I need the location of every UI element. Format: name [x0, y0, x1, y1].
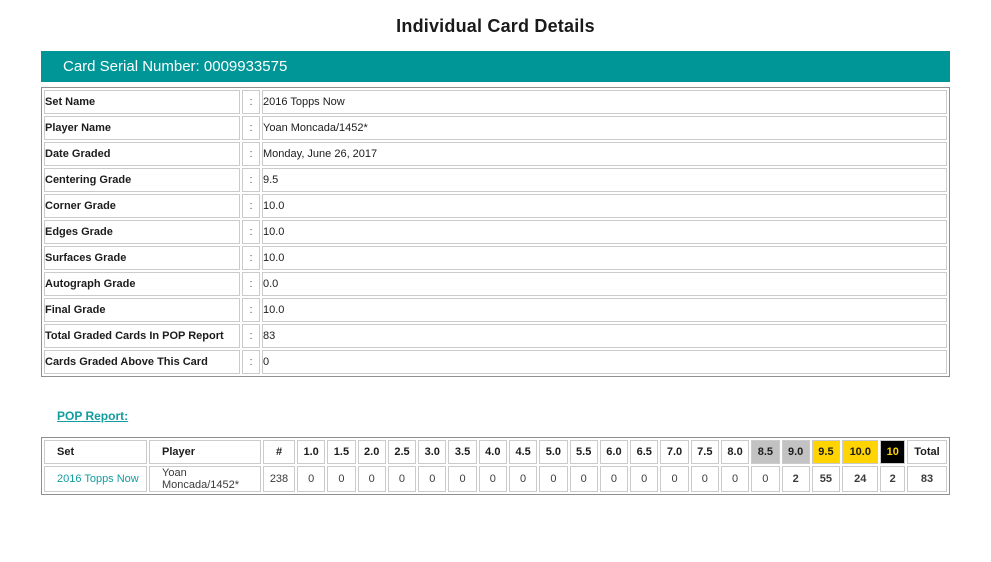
detail-colon: : — [242, 168, 260, 192]
detail-row-edges-grade — [44, 220, 947, 244]
pop-cell-grade-1-0: 0 — [297, 466, 325, 492]
pop-cell-grade-3-5: 0 — [448, 466, 476, 492]
pop-cell-player: Yoan Moncada/1452* — [149, 466, 261, 492]
pop-cell-grade-8-0: 0 — [721, 466, 749, 492]
pop-cell-grade-5-0: 0 — [539, 466, 567, 492]
detail-value: Yoan Moncada/1452* — [262, 116, 947, 140]
pop-cell-total: 83 — [907, 466, 947, 492]
pop-cell-grade-8-5: 0 — [751, 466, 779, 492]
pop-header-grade-2-0: 2.0 — [358, 440, 386, 464]
pop-header-grade-4-5: 4.5 — [509, 440, 537, 464]
detail-label: Surfaces Grade — [44, 246, 240, 270]
pop-cell-grade-7-0: 0 — [660, 466, 688, 492]
pop-header-grade-1-0: 1.0 — [297, 440, 325, 464]
card-serial-number-bar: Card Serial Number: 0009933575 — [41, 51, 950, 82]
pop-cell-grade-5-5: 0 — [570, 466, 598, 492]
pop-cell-grade-2-0: 0 — [358, 466, 386, 492]
detail-colon: : — [242, 298, 260, 322]
pop-header-grade-7-5: 7.5 — [691, 440, 719, 464]
pop-cell-grade-4-0: 0 — [479, 466, 507, 492]
pop-header-set: Set — [44, 440, 147, 464]
pop-header-grade-9-0: 9.0 — [782, 440, 810, 464]
detail-row-total-graded — [44, 324, 947, 348]
detail-colon: : — [242, 142, 260, 166]
pop-report-table — [41, 437, 950, 495]
detail-row-corner-grade — [44, 194, 947, 218]
pop-cell-grade-7-5: 0 — [691, 466, 719, 492]
pop-data-row — [44, 466, 947, 492]
pop-header-row — [44, 440, 947, 464]
pop-header-grade-9-5: 9.5 — [812, 440, 840, 464]
detail-value: 0 — [262, 350, 947, 374]
detail-label: Corner Grade — [44, 194, 240, 218]
detail-value: 10.0 — [262, 298, 947, 322]
detail-value: 83 — [262, 324, 947, 348]
pop-header-grade-8-5: 8.5 — [751, 440, 779, 464]
pop-cell-grade-6-5: 0 — [630, 466, 658, 492]
page-title: Individual Card Details — [396, 16, 595, 36]
detail-value: 2016 Topps Now — [262, 90, 947, 114]
detail-row-cards-above — [44, 350, 947, 374]
detail-row-autograph-grade — [44, 272, 947, 296]
detail-colon: : — [242, 350, 260, 374]
detail-label: Edges Grade — [44, 220, 240, 244]
pop-header-grade-6-5: 6.5 — [630, 440, 658, 464]
detail-colon: : — [242, 90, 260, 114]
pop-cell-grade-6-0: 0 — [600, 466, 628, 492]
pop-cell-grade-10-pristine: 2 — [880, 466, 905, 492]
detail-value: 10.0 — [262, 220, 947, 244]
card-details-table — [41, 87, 950, 377]
detail-value: Monday, June 26, 2017 — [262, 142, 947, 166]
pop-header-grade-3-5: 3.5 — [448, 440, 476, 464]
detail-label: Set Name — [44, 90, 240, 114]
pop-header-grade-2-5: 2.5 — [388, 440, 416, 464]
pop-cell-count: 238 — [263, 466, 295, 492]
detail-row-set-name — [44, 90, 947, 114]
pop-header-player: Player — [149, 440, 261, 464]
pop-header-grade-1-5: 1.5 — [327, 440, 355, 464]
detail-value: 10.0 — [262, 246, 947, 270]
pop-cell-grade-9-0: 2 — [782, 466, 810, 492]
pop-header-grade-3-0: 3.0 — [418, 440, 446, 464]
detail-label: Date Graded — [44, 142, 240, 166]
detail-colon: : — [242, 324, 260, 348]
pop-header-grade-10-pristine: 10 — [880, 440, 905, 464]
detail-label: Total Graded Cards In POP Report — [44, 324, 240, 348]
pop-header-grade-8-0: 8.0 — [721, 440, 749, 464]
detail-value: 9.5 — [262, 168, 947, 192]
pop-header-grade-5-0: 5.0 — [539, 440, 567, 464]
detail-value: 0.0 — [262, 272, 947, 296]
detail-row-date-graded — [44, 142, 947, 166]
detail-row-final-grade — [44, 298, 947, 322]
pop-header-grade-5-5: 5.5 — [570, 440, 598, 464]
pop-header-count: # — [263, 440, 295, 464]
detail-row-player-name — [44, 116, 947, 140]
pop-cell-grade-3-0: 0 — [418, 466, 446, 492]
detail-colon: : — [242, 194, 260, 218]
pop-report-link-wrap — [57, 407, 950, 425]
pop-cell-grade-9-5: 55 — [812, 466, 840, 492]
detail-colon: : — [242, 220, 260, 244]
pop-header-grade-7-0: 7.0 — [660, 440, 688, 464]
pop-header-grade-10-0: 10.0 — [842, 440, 878, 464]
detail-label: Centering Grade — [44, 168, 240, 192]
pop-cell-grade-4-5: 0 — [509, 466, 537, 492]
pop-header-total: Total — [907, 440, 947, 464]
detail-colon: : — [242, 272, 260, 296]
detail-colon: : — [242, 246, 260, 270]
detail-label: Cards Graded Above This Card — [44, 350, 240, 374]
detail-value: 10.0 — [262, 194, 947, 218]
detail-label: Player Name — [44, 116, 240, 140]
pop-report-link[interactable]: POP Report: — [57, 409, 129, 423]
pop-cell-grade-2-5: 0 — [388, 466, 416, 492]
pop-header-grade-4-0: 4.0 — [479, 440, 507, 464]
detail-row-centering-grade — [44, 168, 947, 192]
detail-label: Autograph Grade — [44, 272, 240, 296]
detail-row-surfaces-grade — [44, 246, 947, 270]
pop-header-grade-6-0: 6.0 — [600, 440, 628, 464]
main-content — [41, 51, 950, 495]
pop-set-link[interactable]: 2016 Topps Now — [57, 473, 139, 485]
detail-label: Final Grade — [44, 298, 240, 322]
detail-colon: : — [242, 116, 260, 140]
pop-cell-grade-10-0: 24 — [842, 466, 878, 492]
pop-cell-grade-1-5: 0 — [327, 466, 355, 492]
